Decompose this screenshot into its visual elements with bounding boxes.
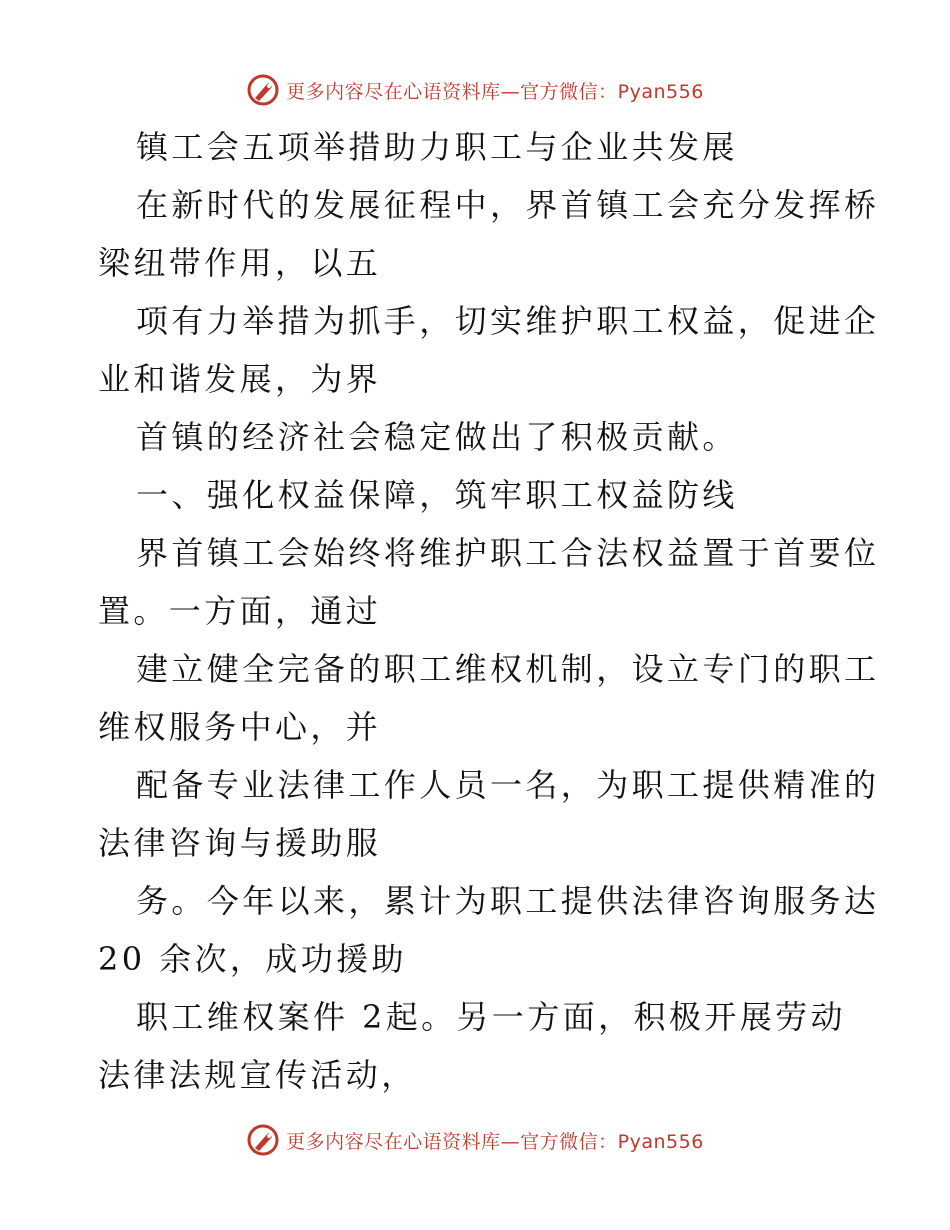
header-watermark-banner <box>0 70 950 110</box>
paragraph-line: 建立健全完备的职工维权机制，设立专门的职工 <box>136 650 880 688</box>
paragraph-line: 首镇的经济社会稳定做出了积极贡献。 <box>136 418 738 456</box>
watermark-text: 更多内容尽在心语资料库—官方微信：Pyan556 <box>286 80 704 103</box>
paragraph-line: 法律法规宣传活动， <box>98 1056 417 1094</box>
pen-nib-logo-icon <box>246 73 280 107</box>
paragraph-line: 置。一方面，通过 <box>98 592 382 630</box>
paragraph-line: 20 余次，成功援助 <box>98 940 407 978</box>
document-title: 镇工会五项举措助力职工与企业共发展 <box>136 128 738 166</box>
paragraph-line: 职工维权案件 2起。另一方面，积极开展劳动 <box>136 998 846 1036</box>
pen-nib-logo-icon <box>246 1123 280 1157</box>
paragraph-line: 界首镇工会始终将维护职工合法权益置于首要位 <box>136 534 880 572</box>
watermark-text: 更多内容尽在心语资料库—官方微信：Pyan556 <box>286 1130 704 1153</box>
paragraph-line: 业和谐发展，为界 <box>98 360 382 398</box>
paragraph-line: 梁纽带作用，以五 <box>98 244 382 282</box>
paragraph-line: 项有力举措为抓手，切实维护职工权益，促进企 <box>136 302 880 340</box>
paragraph-line: 维权服务中心，并 <box>98 708 382 746</box>
paragraph-line: 在新时代的发展征程中，界首镇工会充分发挥桥 <box>136 186 880 224</box>
paragraph-line: 法律咨询与援助服 <box>98 824 382 862</box>
paragraph-line: 配备专业法律工作人员一名，为职工提供精准的 <box>136 766 880 804</box>
section-heading: 一、强化权益保障，筑牢职工权益防线 <box>136 476 738 514</box>
paragraph-line: 务。今年以来，累计为职工提供法律咨询服务达 <box>136 882 880 920</box>
footer-watermark-banner <box>0 1120 950 1160</box>
